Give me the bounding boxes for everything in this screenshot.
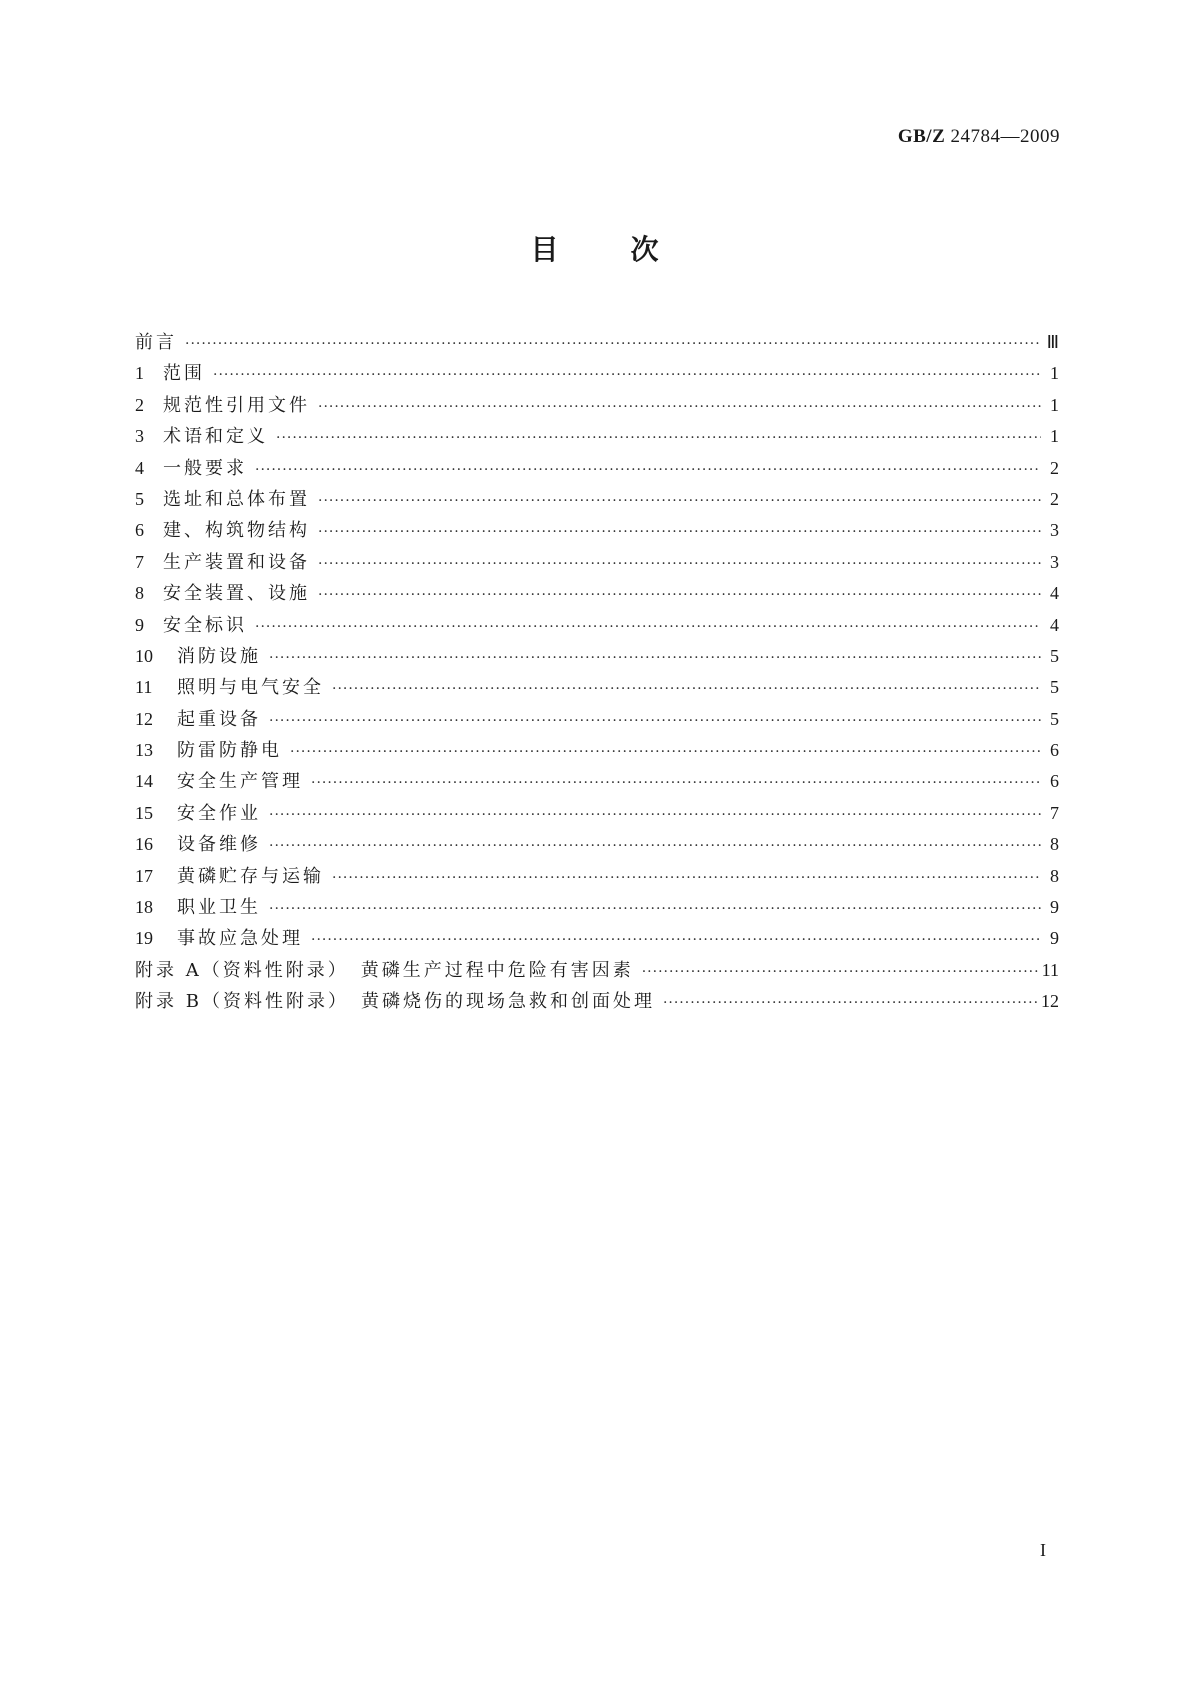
toc-entry-page: 5 [1050,708,1059,729]
toc-entry-title: 范围 [163,363,205,385]
toc-dot-leader [213,367,1041,383]
toc-entry[interactable] [135,328,1059,359]
toc-entry-page: Ⅲ [1046,332,1059,352]
page-title-part1: 目 [530,233,561,266]
toc-entry[interactable] [135,359,1059,390]
toc-entry-number: 12 [135,708,153,729]
toc-dot-leader [276,430,1041,446]
standard-number: 24784—2009 [950,126,1060,147]
page-title [0,228,1191,268]
toc-dot-leader [318,524,1041,540]
standard-code [898,126,1060,148]
toc-entry[interactable] [135,705,1059,736]
toc-entry-page: 11 [1041,959,1059,980]
toc-entry-page: 7 [1050,802,1059,823]
toc-entry-page: 9 [1050,897,1059,918]
toc-entry-page: 1 [1050,426,1059,447]
toc-dot-leader [311,932,1041,948]
toc-entry-number: 17 [135,865,153,886]
table-of-contents [135,328,1059,1019]
toc-dot-leader [318,493,1041,509]
toc-entry-title: 安全作业 [177,802,261,824]
toc-entry-number: 18 [135,897,153,918]
toc-entry-title: 建、构筑物结构 [163,520,310,542]
toc-entry-page: 5 [1050,677,1059,698]
toc-entry-number: 1 [135,363,144,384]
toc-entry-title: 设备维修 [177,834,261,856]
toc-dot-leader [318,587,1041,603]
toc-entry[interactable] [135,642,1059,673]
toc-dot-leader [269,713,1041,729]
toc-entry-number: 9 [135,614,144,635]
toc-entry-page: 8 [1050,865,1059,886]
toc-dot-leader [332,870,1041,886]
toc-dot-leader [269,901,1041,917]
toc-entry-number: 5 [135,488,144,509]
toc-entry-title: 附录 A（资料性附录） 黄磷生产过程中危险有害因素 [135,959,634,981]
toc-dot-leader [269,838,1041,854]
toc-entry-page: 12 [1041,991,1059,1012]
toc-dot-leader [332,681,1041,697]
toc-entry[interactable] [135,767,1059,798]
toc-entry[interactable] [135,673,1059,704]
toc-entry-number: 16 [135,834,153,855]
toc-entry[interactable] [135,422,1059,453]
toc-entry-page: 8 [1050,834,1059,855]
toc-dot-leader [290,744,1041,760]
toc-dot-leader [318,556,1041,572]
toc-dot-leader [642,964,1038,980]
toc-entry-number: 3 [135,426,144,447]
toc-entry-title: 生产装置和设备 [163,551,310,573]
toc-entry-title: 规范性引用文件 [163,394,310,416]
toc-entry-page: 6 [1050,771,1059,792]
toc-entry-number: 2 [135,394,144,415]
toc-entry-title: 消防设施 [177,645,261,667]
toc-entry-title: 事故应急处理 [177,928,303,950]
toc-entry[interactable] [135,956,1059,987]
toc-entry-number: 6 [135,520,144,541]
toc-entry[interactable] [135,987,1059,1018]
toc-entry-number: 19 [135,928,153,949]
toc-entry[interactable] [135,454,1059,485]
page-number: I [1040,1540,1046,1560]
toc-entry-title: 起重设备 [177,708,261,730]
toc-entry[interactable] [135,579,1059,610]
page-title-part2: 次 [630,233,661,266]
toc-entry[interactable] [135,548,1059,579]
toc-entry-page: 5 [1050,645,1059,666]
toc-entry-page: 3 [1050,551,1059,572]
toc-entry[interactable] [135,611,1059,642]
toc-dot-leader [255,462,1041,478]
toc-entry-title: 安全装置、设施 [163,583,310,605]
toc-dot-leader [663,995,1037,1011]
toc-dot-leader [185,336,1041,352]
toc-entry-number: 8 [135,583,144,604]
toc-entry[interactable] [135,862,1059,893]
toc-entry[interactable] [135,485,1059,516]
toc-entry-number: 10 [135,645,153,666]
toc-entry-title: 前言 [135,332,177,353]
toc-entry-title: 安全生产管理 [177,771,303,793]
toc-entry-page: 9 [1050,928,1059,949]
toc-entry[interactable] [135,516,1059,547]
toc-entry-title: 选址和总体布置 [163,488,310,510]
toc-entry[interactable] [135,736,1059,767]
toc-entry-title: 一般要求 [163,457,247,479]
toc-entry-page: 2 [1050,488,1059,509]
toc-entry-page: 6 [1050,740,1059,761]
toc-entry-number: 13 [135,740,153,761]
toc-dot-leader [269,650,1041,666]
toc-entry-page: 2 [1050,457,1059,478]
toc-entry[interactable] [135,830,1059,861]
toc-entry-title: 术语和定义 [163,426,268,448]
toc-entry[interactable] [135,924,1059,955]
toc-entry-page: 1 [1050,394,1059,415]
toc-entry-number: 4 [135,457,144,478]
toc-entry-page: 4 [1050,583,1059,604]
toc-entry-page: 4 [1050,614,1059,635]
toc-entry-title: 防雷防静电 [177,740,282,762]
toc-dot-leader [269,807,1041,823]
toc-entry-title: 附录 B（资料性附录） 黄磷烧伤的现场急救和创面处理 [135,991,655,1013]
toc-entry-page: 1 [1050,363,1059,384]
toc-entry-title: 照明与电气安全 [177,677,324,699]
toc-entry[interactable] [135,391,1059,422]
toc-entry-title: 安全标识 [163,614,247,636]
toc-entry-number: 7 [135,551,144,572]
toc-entry-title: 黄磷贮存与运输 [177,865,324,887]
standard-prefix: GB/Z [897,126,946,147]
toc-entry-page: 3 [1050,520,1059,541]
toc-entry[interactable] [135,799,1059,830]
toc-dot-leader [311,775,1041,791]
toc-dot-leader [255,619,1041,635]
toc-dot-leader [318,399,1041,415]
toc-entry-number: 14 [135,771,153,792]
toc-entry-title: 职业卫生 [177,897,261,919]
toc-entry-number: 15 [135,802,153,823]
toc-entry[interactable] [135,893,1059,924]
toc-entry-number: 11 [135,677,153,698]
